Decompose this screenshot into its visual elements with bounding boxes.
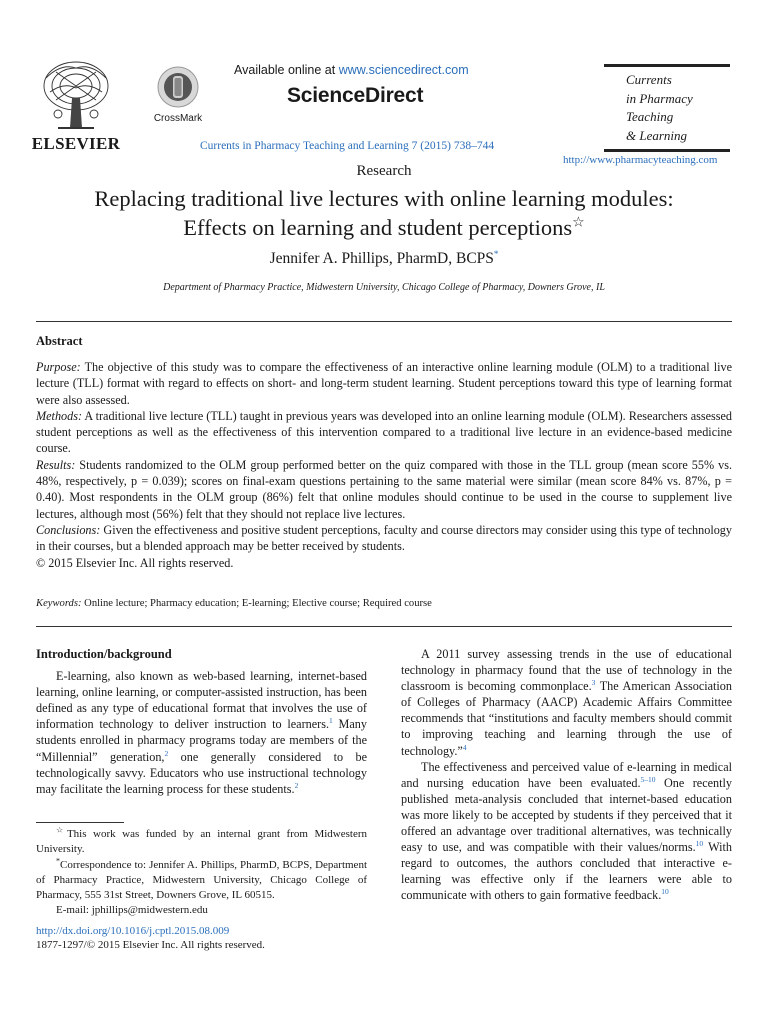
footnote-mark: * (56, 855, 60, 865)
methods-label: Methods: (36, 408, 83, 423)
divider (36, 626, 732, 627)
available-online (234, 63, 469, 77)
keywords (36, 598, 432, 609)
citation-ref[interactable]: 2 (294, 780, 299, 790)
issn-copyright: 1877-1297/© 2015 Elsevier Inc. All rights reserved. (36, 939, 265, 951)
affiliation: Department of Pharmacy Practice, Midwestern University, Chicago College of Pharmacy, Downers Grove, IL (163, 282, 605, 293)
abstract-heading: Abstract (36, 334, 83, 348)
abstract-purpose (36, 359, 732, 408)
results-label: Results: (36, 457, 76, 472)
author-name: Jennifer A. Phillips, PharmD, BCPS (269, 250, 494, 267)
title-line-2-text: Effects on learning and student perceptions (183, 215, 573, 240)
available-prefix: Available online at (234, 63, 339, 77)
elsevier-tree-icon (36, 58, 116, 132)
paragraph-text: With regard to outcomes, the authors concluded that interactive e-learning was effective only if the learners were able to communicate with others to gain formative feedback. (401, 840, 732, 903)
paragraph-text: The effectiveness and perceived value of e-learning in medical and nursing education have been evaluated. (401, 759, 732, 790)
paragraph-text: Many students enrolled in pharmacy programs today are members of the “Millennial” generation, (36, 717, 367, 764)
elsevier-logo (30, 58, 122, 158)
section-label: Research (356, 163, 412, 179)
methods-text: A traditional live lecture (TLL) taught in previous years was developed into an online learning module (OLM). Researchers assessed student perceptions as well as the effectiveness of this intervention compared to a traditional live lecture in an evidence-based medicine course. (36, 408, 732, 456)
abstract-copyright: © 2015 Elsevier Inc. All rights reserved. (36, 555, 234, 570)
citation-ref[interactable]: 10 (695, 839, 704, 849)
abstract-results (36, 457, 732, 522)
doi-link[interactable]: http://dx.doi.org/10.1016/j.cptl.2015.08.009 (36, 925, 230, 937)
title-line-2 (20, 213, 748, 242)
conclusions-label: Conclusions: (36, 522, 101, 537)
journal-url[interactable]: http://www.pharmacyteaching.com (563, 154, 718, 166)
abstract-methods (36, 408, 732, 457)
divider (36, 321, 732, 322)
paragraph-text: The American Association of Colleges of Pharmacy (AACP) Academic Affairs Committee recommends that “institutions and faculty members should commit to improving teaching and learning through the use of technology.” (401, 679, 732, 758)
citation-ref[interactable]: 3 (591, 678, 596, 688)
sciencedirect-link[interactable]: www.sciencedirect.com (338, 63, 469, 77)
journal-line: Teaching (626, 109, 674, 124)
crossmark-badge[interactable] (150, 66, 206, 124)
publisher-name: ELSEVIER (31, 134, 121, 153)
paragraph (401, 759, 732, 904)
paragraph-text: one generally considered to be technologically savvy. Educators who use instructional technology may facilitate the learning process for these students. (36, 749, 367, 796)
paragraph (401, 646, 732, 759)
footnote-funding (36, 827, 367, 858)
citation-ref[interactable]: 4 (462, 742, 467, 752)
abstract-conclusions (36, 522, 732, 555)
purpose-text: The objective of this study was to compare the effectiveness of an interactive online learning module (OLM) to a traditional live lecture (TLL) format with regard to effects on short- and long-term student learning. Student perceptions toward this type of learning format were also assessed. (36, 360, 732, 407)
footnote-email[interactable]: E-mail: jphillips@midwestern.edu (56, 904, 208, 917)
article-title (20, 184, 748, 242)
conclusions-text: Given the effectiveness and positive student perceptions, faculty and course directors may consider using this type of technology in their courses, but a blended approach may be better received by students. (36, 522, 732, 554)
keywords-text: Online lecture; Pharmacy education; E-learning; Elective course; Required course (81, 598, 432, 609)
journal-line: & Learning (626, 127, 688, 143)
star-footnote-icon[interactable]: ☆ (572, 215, 585, 231)
paragraph-text: A 2011 survey assessing trends in the use of educational technology in pharmacy found that the use of technology in the classroom is becoming commonplace. (401, 647, 732, 694)
author-footnote-mark[interactable]: * (493, 248, 499, 259)
citation-ref[interactable]: 5–10 (640, 774, 656, 784)
results-text: Students randomized to the OLM group performed better on the quiz compared with those in the TLL group (mean score 55% vs. 48%, respectively, p = 0.039); scores on final-exam questions pertaining to the same material were similar (mean score 84% vs. 87%, p = 0.40). Most respondents in the OLM group (86%) felt that online modules should continue to be used in the course to supplement live lectures, although most (56%) felt that they should not replace live lectures. (36, 457, 732, 521)
right-column (401, 646, 732, 904)
section-heading: Introduction/background (36, 647, 172, 661)
footnote-correspondence (36, 855, 367, 904)
footnote-text: Correspondence to: Jennifer A. Phillips, PharmD, BCPS, Department of Pharmacy Practice, Midwestern University, Chicago College of Pharmacy, 555 31st Street, Downers Grove, IL 60515. (36, 858, 367, 902)
crossmark-icon (157, 66, 199, 108)
paragraph (36, 668, 367, 797)
journal-citation[interactable]: Currents in Pharmacy Teaching and Learning 7 (2015) 738–744 (200, 140, 495, 152)
footnotes (36, 827, 367, 919)
star-footnote-icon: ☆ (56, 825, 67, 835)
abstract-body (36, 359, 732, 571)
title-line-1: Replacing traditional live lectures with online learning modules: (94, 186, 674, 211)
footnote-divider (36, 822, 124, 823)
journal-line: in Pharmacy (626, 90, 693, 106)
paragraph-text: One recently published meta-analysis concluded that internet-based education was more likely to be accepted by students if they perceived that it offered an advantage over traditional alternatives, was technically easy to use, and was compatible with their values/norms. (401, 775, 732, 855)
citation-ref[interactable]: 10 (661, 887, 669, 897)
paragraph-text: E-learning, also known as web-based learning, internet-based learning, online learning, or computer-assisted instruction, has been defined as any type of educational format that involves the use of information technology to deliver instruction to learners. (36, 669, 367, 732)
purpose-label: Purpose: (36, 360, 81, 374)
crossmark-label: CrossMark (153, 113, 203, 124)
sciencedirect-logo: ScienceDirect (287, 84, 424, 107)
author-line (0, 250, 768, 268)
journal-logo (604, 64, 730, 152)
citation-ref[interactable]: 1 (329, 716, 333, 726)
left-column (36, 646, 367, 797)
footnote-text: This work was funded by an internal grant from Midwestern University. (36, 828, 368, 856)
keywords-label: Keywords: (36, 598, 82, 609)
citation-ref[interactable]: 2 (164, 748, 169, 758)
journal-line: Currents (626, 72, 672, 87)
